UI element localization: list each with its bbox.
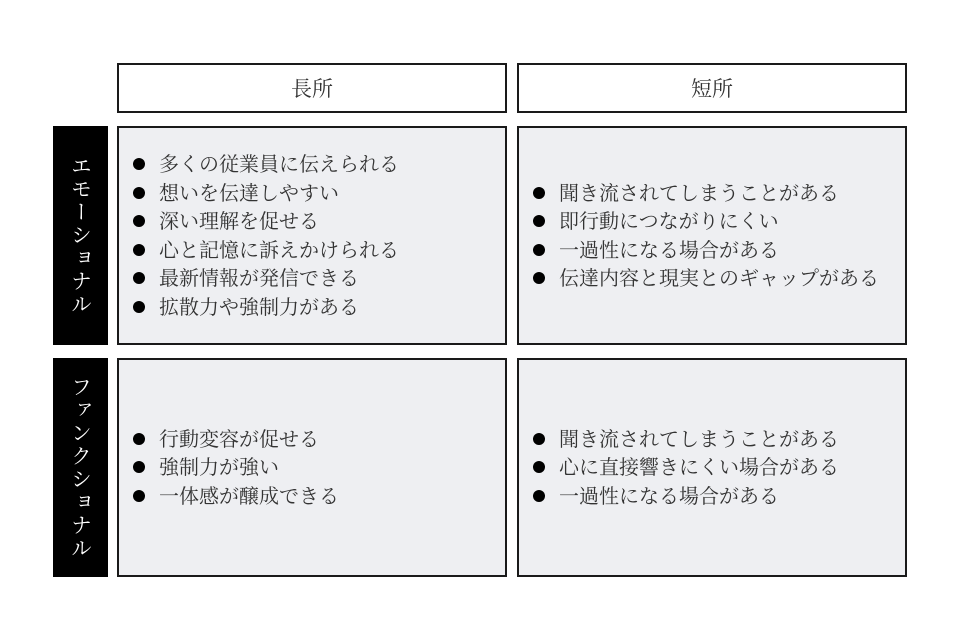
row-header-emotional-label: エモーショナル [68,155,93,316]
list-item: 即行動につながりにくい [531,207,879,236]
list-item: 伝達内容と現実とのギャップがある [531,264,879,293]
column-header-weaknesses [517,63,907,113]
list-item: 深い理解を促せる [131,207,399,236]
list-item: 心に直接響きにくい場合がある [531,453,839,482]
column-header-strengths [117,63,507,113]
column-header-weaknesses-label: 短所 [691,77,733,101]
list-item: 心と記憶に訴えかけられる [131,236,399,265]
list-item: 強制力が強い [131,453,339,482]
cell-functional-weaknesses-list [531,425,839,511]
list-item: 多くの従業員に伝えられる [131,150,399,179]
list-item: 最新情報が発信できる [131,264,399,293]
row-header-emotional [53,126,108,345]
cell-functional-strengths-list [131,425,339,511]
column-header-strengths-label: 長所 [291,77,333,101]
cell-emotional-strengths [117,126,507,345]
list-item: 一過性になる場合がある [531,482,839,511]
list-item: 想いを伝達しやすい [131,179,399,208]
cell-emotional-strengths-list [131,150,399,321]
list-item: 行動変容が促せる [131,425,339,454]
list-item: 一体感が醸成できる [131,482,339,511]
list-item: 聞き流されてしまうことがある [531,179,879,208]
cell-emotional-weaknesses-list [531,179,879,293]
cell-emotional-weaknesses [517,126,907,345]
row-header-functional [53,358,108,577]
row-header-functional-label: ファンクショナル [68,375,93,560]
cell-functional-weaknesses [517,358,907,577]
cell-functional-strengths [117,358,507,577]
list-item: 拡散力や強制力がある [131,293,399,322]
list-item: 一過性になる場合がある [531,236,879,265]
list-item: 聞き流されてしまうことがある [531,425,839,454]
